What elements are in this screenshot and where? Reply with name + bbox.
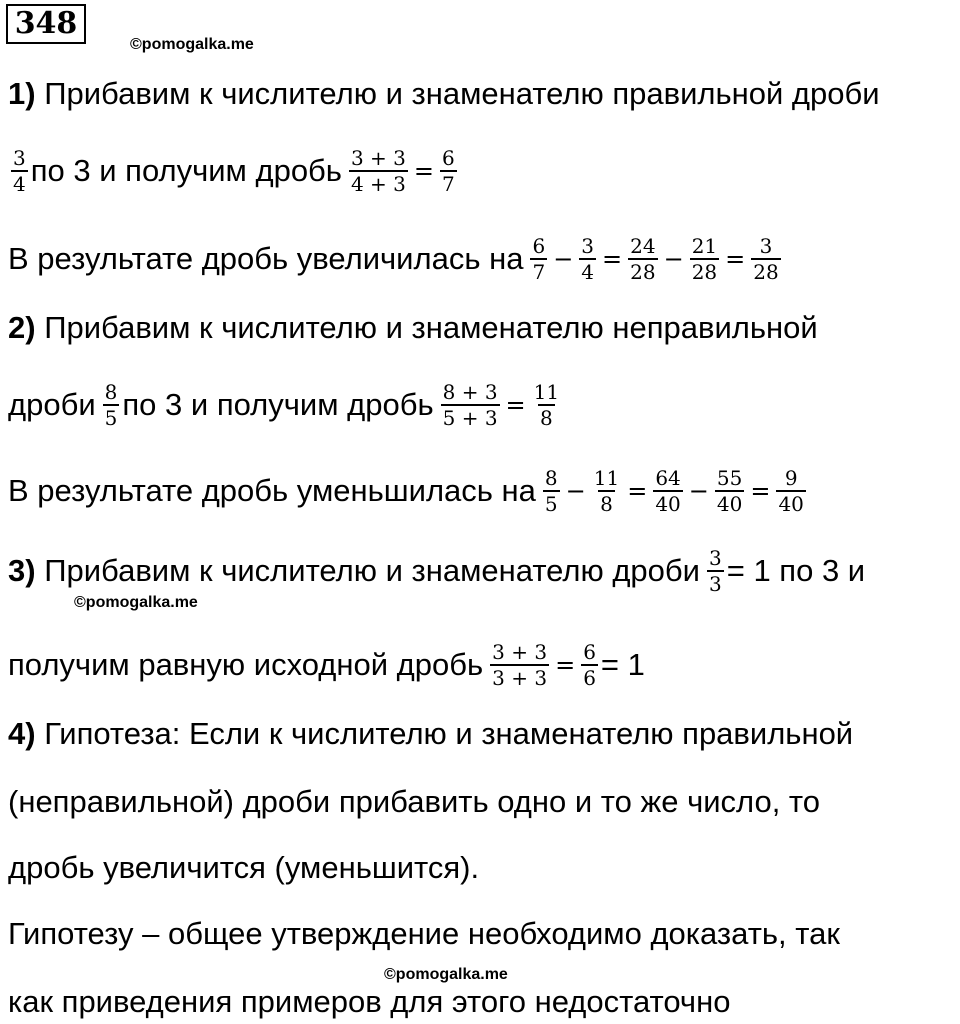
p1-r5: $\frac{3}{28}$: [753, 234, 779, 284]
p2-line2-pre: дроби: [8, 387, 96, 422]
p2-minus-1: −: [565, 477, 586, 505]
p1-eq: =: [413, 157, 434, 185]
p1-frac-c: $\frac{6}{7}$: [442, 146, 455, 196]
p1-minus-2: −: [663, 245, 684, 273]
p1-r2: $\frac{3}{4}$: [581, 234, 595, 284]
p4-label: 4): [8, 716, 36, 751]
p2-frac-c: $\frac{11}{8}$: [533, 380, 560, 430]
p3-line1: [8, 546, 865, 596]
p2-frac-b: $\frac{8 + 3}{5 + 3}$: [442, 380, 498, 430]
p1-line3-text: В результате дробь увеличилась на: [8, 241, 524, 276]
p2-r2: $\frac{11}{8}$: [593, 466, 620, 516]
p3-line1-text: Прибавим к числителю и знаменателю дроби: [44, 553, 700, 588]
conclusion-line1-text: Гипотезу – общее утверждение необходимо доказать, так: [8, 916, 840, 951]
p3-eq: =: [555, 651, 576, 679]
p4-line2: [8, 782, 820, 822]
p3-frac-b: $\frac{3 + 3}{3 + 3}$: [492, 640, 548, 690]
p3-line2: [8, 640, 645, 690]
p3-tail: = 1: [600, 647, 645, 682]
exercise-number: 348: [6, 4, 86, 44]
p2-r5: $\frac{9}{40}$: [778, 466, 804, 516]
p2-line1-text: Прибавим к числителю и знаменателю неправильной: [44, 310, 818, 345]
p3-frac-c: $\frac{6}{6}$: [583, 640, 596, 690]
p1-frac-b: $\frac{3 + 3}{4 + 3}$: [350, 146, 406, 196]
p2-r1: $\frac{8}{5}$: [544, 466, 558, 516]
p1-line3: [8, 234, 784, 284]
p3-label: 3): [8, 553, 36, 588]
p2-minus-2: −: [688, 477, 709, 505]
p1-line2-text: по 3 и получим дробь: [30, 153, 342, 188]
p2-frac-a: $\frac{8}{5}$: [104, 380, 118, 430]
p4-line1: [8, 714, 853, 754]
p1-eq-3: =: [725, 245, 746, 273]
p3-line1-tail: = 1 по 3 и: [726, 553, 866, 588]
p1-r1: $\frac{6}{7}$: [532, 234, 546, 284]
p1-r4: $\frac{21}{28}$: [691, 234, 718, 284]
p2-r3: $\frac{64}{40}$: [655, 466, 681, 516]
p1-line1-text: Прибавим к числителю и знаменателю правильной дроби: [44, 76, 880, 111]
p1-eq-2: =: [602, 245, 623, 273]
p1-line2: [8, 146, 460, 196]
conclusion-line1: [8, 914, 840, 954]
p1-r3: $\frac{24}{28}$: [630, 234, 656, 284]
conclusion-line2: [8, 982, 730, 1022]
p2-line3: [8, 466, 809, 516]
p4-line3-text: дробь увеличится (уменьшится).: [8, 850, 480, 885]
p2-eq-2: =: [627, 477, 648, 505]
conclusion-line2-text: как приведения примеров для этого недостаточно: [8, 984, 731, 1019]
p2-r4: $\frac{55}{40}$: [716, 466, 743, 516]
p1-line1: [8, 74, 880, 114]
p2-line2: [8, 380, 564, 430]
p4-line3: [8, 848, 479, 888]
watermark-top: ©pomogalka.me: [130, 36, 254, 53]
p1-minus-1: −: [553, 245, 574, 273]
p2-line3-text: В результате дробь уменьшилась на: [8, 473, 536, 508]
p3-line2-text: получим равную исходной дробь: [8, 647, 484, 682]
p2-label: 2): [8, 310, 36, 345]
p3-frac-a: $\frac{3}{3}$: [709, 546, 722, 596]
p1-frac-a: $\frac{3}{4}$: [13, 146, 26, 196]
p2-eq: =: [505, 391, 526, 419]
watermark-middle: ©pomogalka.me: [74, 594, 198, 611]
p2-line1: [8, 308, 818, 348]
p2-line2-text: по 3 и получим дробь: [122, 387, 434, 422]
p4-line2-text: (неправильной) дроби прибавить одно и то же число, то: [8, 784, 821, 819]
p2-eq-3: =: [750, 477, 771, 505]
p1-label: 1): [8, 76, 36, 111]
p4-line1-text: Гипотеза: Если к числителю и знаменателю правильной: [44, 716, 854, 751]
watermark-bottom: ©pomogalka.me: [384, 966, 508, 983]
